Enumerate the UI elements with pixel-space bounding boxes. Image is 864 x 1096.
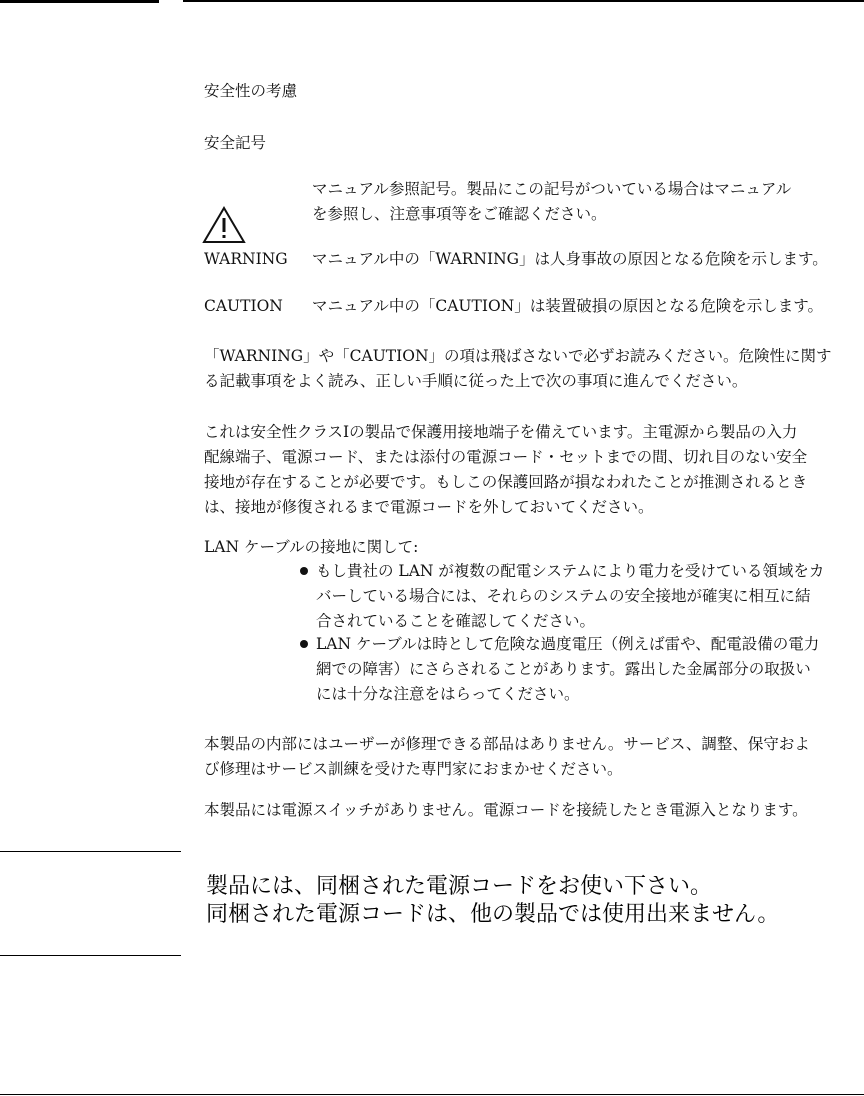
lan-bullet-2-line-2: 網での障害）にさらされることがあります。露出した金属部分の取扱い <box>316 660 811 678</box>
manual-symbol-line-2: を参照し、注意事項等をご確認ください。 <box>312 205 607 223</box>
read-paragraph-line-1: 「WARNING」や「CAUTION」の項は飛ばさないで必ずお読みください。危険性に関す <box>204 347 832 365</box>
notice-line-2: 同梱された電源コードは、他の製品では使用出来ません。 <box>206 902 780 927</box>
ground-paragraph-line-4: は、接地が修復されるまで電源コードを外しておいてください。 <box>204 498 654 516</box>
lan-heading: LAN ケーブルの接地に関して: <box>204 538 419 556</box>
page-title: 安全性の考慮 <box>204 82 298 100</box>
ground-paragraph-line-2: 配線端子、電源コード、または添付の電源コード・セットまでの間、切れ目のない安全 <box>204 448 808 466</box>
warning-description: マニュアル中の「WARNING」は人身事故の原因となる危険を示します。 <box>312 250 828 268</box>
bullet-icon <box>300 567 308 575</box>
notice-bottom-rule <box>0 955 181 956</box>
service-paragraph-line-1: 本製品の内部にはユーザーが修理できる部品はありません。サービス、調整、保守およ <box>204 735 810 753</box>
power-paragraph: 本製品には電源スイッチがありません。電源コードを接続したとき電源入となります。 <box>204 801 808 819</box>
lan-bullet-2-line-3: には十分な注意をはらってください。 <box>316 685 580 703</box>
warning-label: WARNING <box>204 250 288 268</box>
bullet-icon <box>300 640 308 648</box>
manual-symbol-line-1: マニュアル参照記号。製品にこの記号がついている場合はマニュアル <box>312 180 792 198</box>
notice-top-rule <box>0 851 181 852</box>
lan-bullet-1-line-3: 合されていることを確認してください。 <box>316 612 596 630</box>
top-rule <box>183 0 864 2</box>
lan-bullet-1-line-2: バーしている場合には、それらのシステムの安全接地が確実に相互に結 <box>316 587 811 605</box>
lan-bullet-1-line-1: もし貴社の LAN が複数の配電システムにより電力を受けている領域をカ <box>316 562 825 580</box>
section-subtitle: 安全記号 <box>204 134 267 152</box>
warning-triangle-icon <box>202 205 246 245</box>
read-paragraph-line-2: る記載事項をよく読み、正しい手順に従った上で次の事項に進んでください。 <box>204 372 748 390</box>
caution-label: CAUTION <box>204 297 283 315</box>
caution-description: マニュアル中の「CAUTION」は装置破損の原因となる危険を示します。 <box>312 297 823 315</box>
ground-paragraph-line-1: これは安全性クラスⅠの製品で保護用接地端子を備えています。主電源から製品の入力 <box>204 423 798 441</box>
bottom-rule <box>0 1094 864 1095</box>
service-paragraph-line-2: び修理はサービス訓練を受けた専門家におまかせください。 <box>204 760 623 778</box>
top-left-rule <box>0 0 159 3</box>
ground-paragraph-line-3: 接地が存在することが必要です。もしこの保護回路が損なわれたことが推測されるとき <box>204 473 808 491</box>
notice-line-1: 製品には、同梱された電源コードをお使い下さい。 <box>206 874 713 899</box>
lan-bullet-2-line-1: LAN ケーブルは時として危険な過度電圧（例えば雷や、配電設備の電力 <box>316 635 820 653</box>
